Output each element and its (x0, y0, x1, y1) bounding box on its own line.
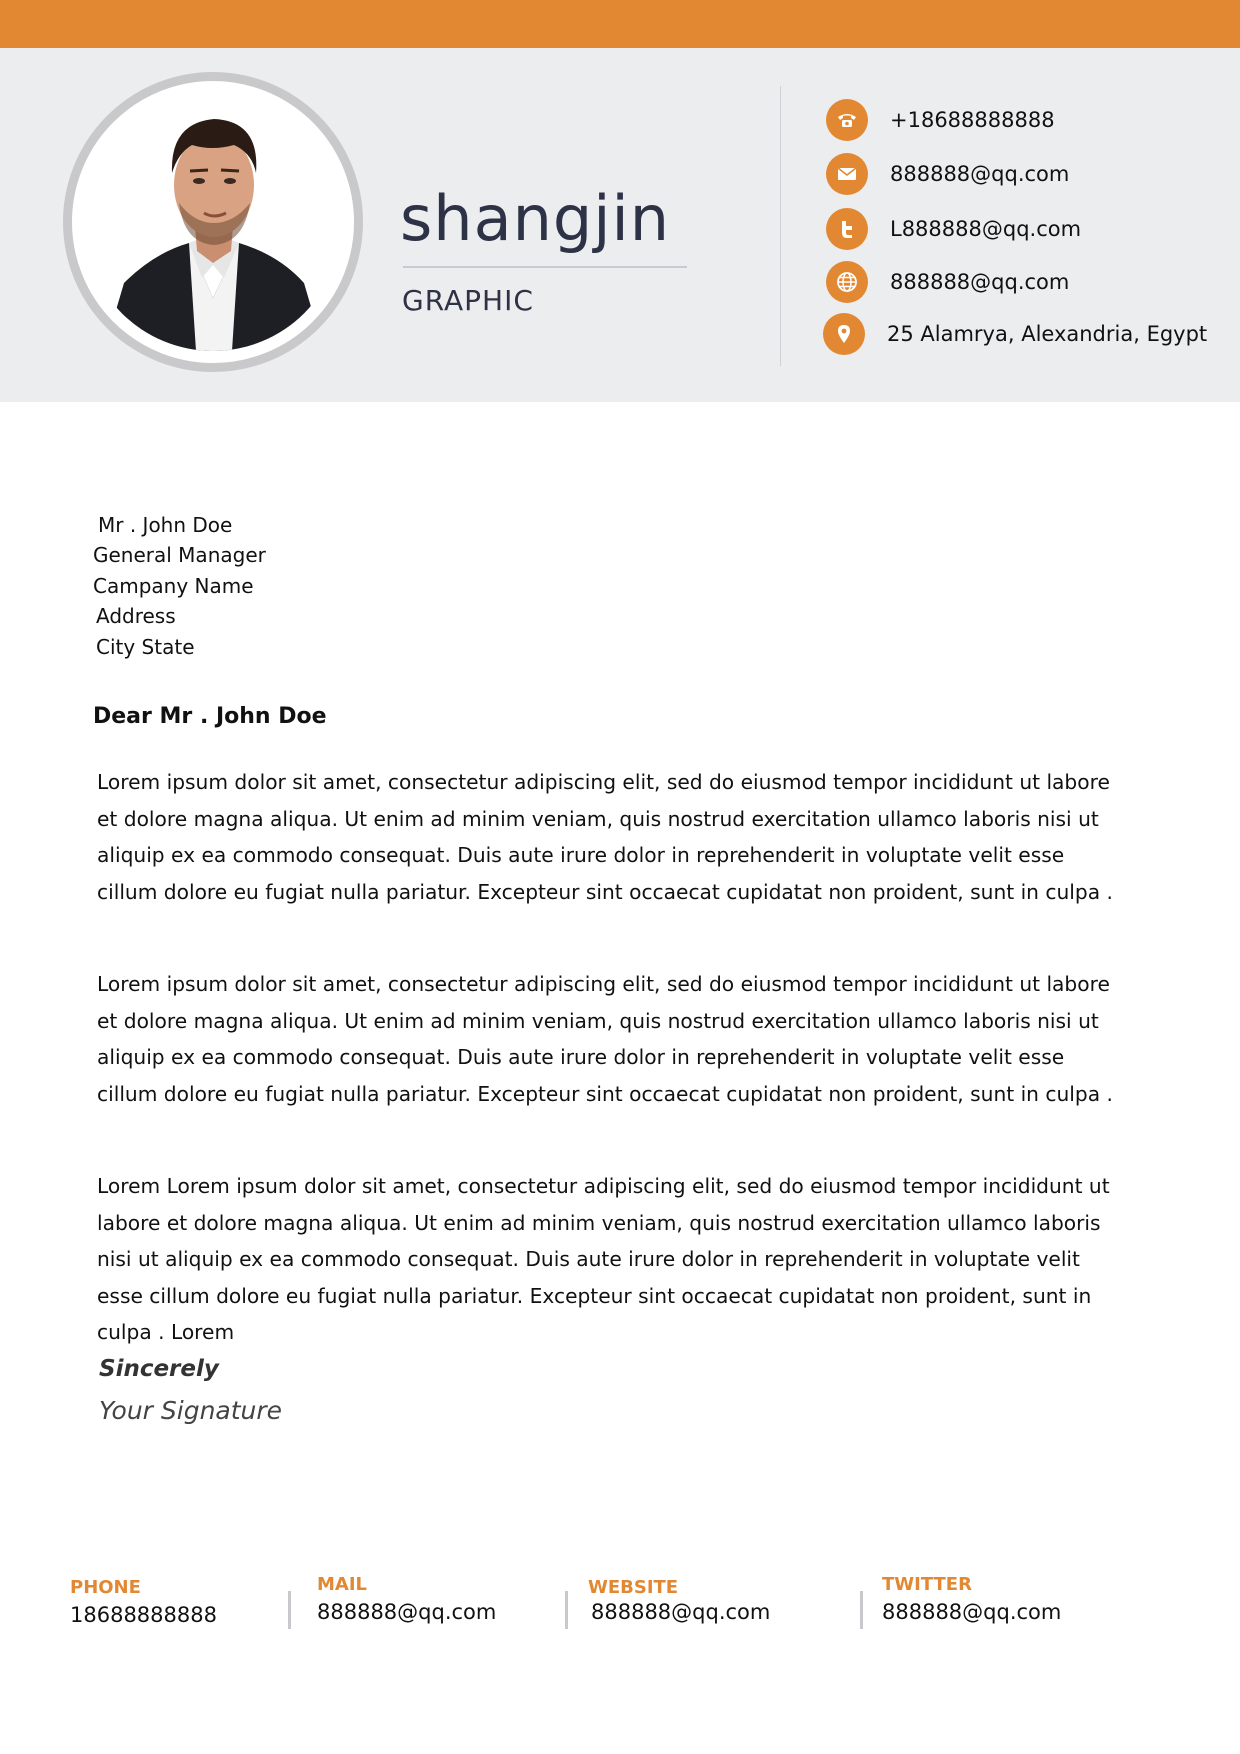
recipient-name: Mr . John Doe (98, 513, 233, 537)
recipient-title: General Manager (93, 543, 266, 567)
footer-twitter-label: TWITTER (882, 1574, 972, 1595)
contact-address-text: 25 Alamrya, Alexandria, Egypt (887, 322, 1208, 346)
footer-website-label: WEBSITE (588, 1577, 679, 1598)
footer-separator (860, 1591, 863, 1629)
top-accent-bar (0, 0, 1240, 48)
contact-phone (826, 99, 1055, 141)
footer-mail-label: MAIL (317, 1574, 368, 1595)
contact-website-text: 888888@qq.com (890, 270, 1070, 294)
contact-twitter (826, 208, 1081, 250)
footer-twitter-value: 888888@qq.com (882, 1600, 1062, 1624)
applicant-role: GRAPHIC (402, 284, 534, 317)
footer-phone-value: 18688888888 (70, 1603, 217, 1627)
contact-twitter-text: L888888@qq.com (890, 217, 1082, 241)
profile-photo (63, 72, 363, 372)
recipient-address: Address (96, 604, 176, 628)
letter-paragraph: Lorem ipsum dolor sit amet, consectetur adipiscing elit, sed do eiusmod tempor incididunt ut labore et dolore magna aliqua. Ut enim ad minim veniam, quis nostrud exercitation ullamco laboris nisi ut aliquip ex ea commodo consequat. Duis aute irure dolor in reprehenderit in voluptate velit esse cillum dolore eu fugiat nulla pariatur. Excepteur sint occaecat cupidatat non proident, sunt in culpa . (97, 972, 1113, 1106)
name-divider (403, 266, 687, 268)
letter-signature: Your Signature (99, 1396, 283, 1425)
contact-mail-text: 888888@qq.com (890, 162, 1070, 186)
profile-portrait-image (84, 93, 342, 351)
twitter-icon (826, 208, 868, 250)
location-pin-icon (823, 313, 865, 355)
globe-icon (826, 261, 868, 303)
footer-mail-value: 888888@qq.com (317, 1600, 497, 1624)
phone-icon (826, 99, 868, 141)
letter-paragraph: Lorem ipsum dolor sit amet, consectetur adipiscing elit, sed do eiusmod tempor incididunt ut labore et dolore magna aliqua. Ut enim ad minim veniam, quis nostrud exercitation ullamco laboris nisi ut aliquip ex ea commodo consequat. Duis aute irure dolor in reprehenderit in voluptate velit esse cillum dolore eu fugiat nulla pariatur. Excepteur sint occaecat cupidatat non proident, sunt in culpa . (97, 770, 1113, 904)
letter-closing: Sincerely (99, 1356, 219, 1382)
applicant-name: shangjin (400, 182, 670, 255)
contact-phone-text: +18688888888 (890, 108, 1055, 132)
footer-website-value: 888888@qq.com (591, 1600, 771, 1624)
mail-icon (826, 153, 868, 195)
contact-mail (826, 153, 1069, 195)
footer-phone-label: PHONE (70, 1577, 141, 1598)
recipient-city-state: City State (96, 635, 195, 659)
contact-address (823, 313, 1207, 355)
letter-paragraph: Lorem Lorem ipsum dolor sit amet, consectetur adipiscing elit, sed do eiusmod tempor incididunt ut labore et dolore magna aliqua. Ut enim ad minim veniam, quis nostrud exercitation ullamco laboris nisi ut aliquip ex ea commodo consequat. Duis aute irure dolor in reprehenderit in voluptate velit esse cillum dolore eu fugiat nulla pariatur. Excepteur sint occaecat cupidatat non proident, sunt in culpa . Lorem (97, 1174, 1110, 1344)
recipient-company: Campany Name (93, 574, 254, 598)
footer-separator (288, 1591, 291, 1629)
contact-website (826, 261, 1069, 303)
letter-greeting: Dear Mr . John Doe (93, 704, 327, 729)
footer-separator (565, 1591, 568, 1629)
header-vertical-divider (780, 86, 781, 366)
